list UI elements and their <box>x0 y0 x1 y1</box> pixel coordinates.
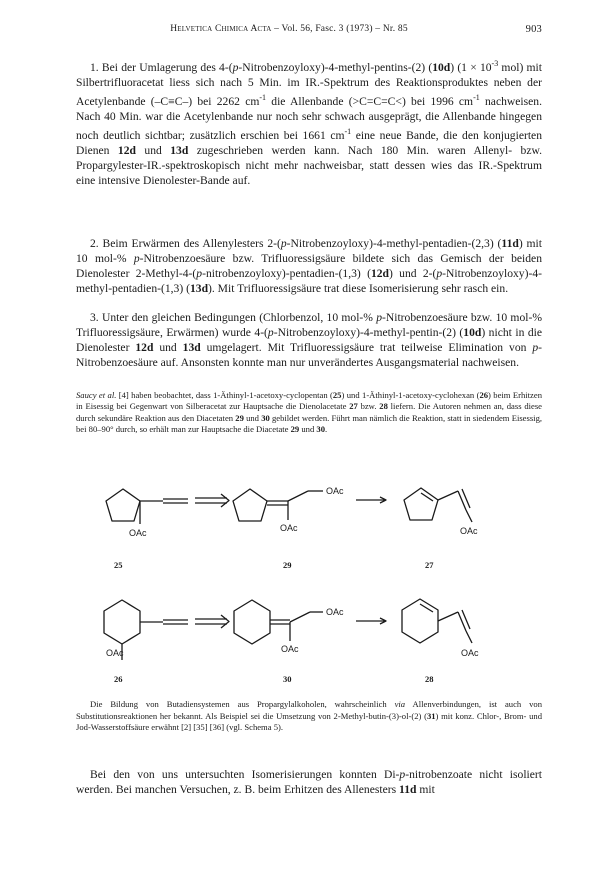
label-29: 29 <box>283 560 292 570</box>
oac-30b: OAc <box>281 644 299 654</box>
label-30: 30 <box>283 674 292 684</box>
compound-27 <box>404 488 472 522</box>
page-number: 903 <box>525 24 542 35</box>
paragraph-4: Bei den von uns untersuchten Isomerisierungen konnten Di-p-nitrobenzoate nicht isoliert werden. Bei manchen Versuchen, z. B. beim Erhitzen des Allenesters 11d mit <box>76 768 542 796</box>
equilibrium-arrow-2 <box>195 615 229 628</box>
compound-29 <box>233 489 323 521</box>
oac-27: OAc <box>460 526 478 536</box>
label-25: 25 <box>114 560 123 570</box>
oac-29b: OAc <box>280 523 298 533</box>
label-28: 28 <box>425 674 434 684</box>
paragraph-3: 3. Unter den gleichen Bedingungen (Chlorbenzol, 10 mol-% p-Nitrobenzoesäure bzw. 10 mol-% Trifluoressigsäure, Erwärmen) wurde 4-(p-Nitrobenzoyloxy)-4-methyl-pentin-(2) (10d) nicht in die Dienolester 12d und 13d umgelagert. Mit Trifluoressigsäure trat teilweise Elimination von p-Nitrobenzoesäure auf. Ansonsten konnte man nur unverändertes Ausgangsmaterial nachweisen. <box>76 311 543 369</box>
oac-30a: OAc <box>326 607 344 617</box>
label-27: 27 <box>425 560 434 570</box>
oac-26: OAc <box>106 648 124 658</box>
equilibrium-arrow-1 <box>195 494 229 507</box>
note-butadiene: Die Bildung von Butadiensystemen aus Propargylalkoholen, wahrscheinlich via Allenverbindungen, ist auch von Substitutionsreaktionen her bekannt. Als Beispiel sei die Umsetzung von 2-Methyl-butin-(3)-ol-(2) (31) mit konz. Chlor-, Brom- und Jod-Wasserstoffsäure erwähnt [2] [35] [36] (vgl. Schema 5). <box>76 699 542 733</box>
reaction-arrow-2 <box>356 618 386 624</box>
note-saucy: Saucy et al. [4] haben beobachtet, dass 1-Äthinyl-1-acetoxy-cyclopentan (25) und 1-Äthinyl-1-acetoxy-cyclohexan (26) beim Erhitzen in Eisessig bei Gegenwart von Silberacetat zur Hauptsache die Dienolacetate 27 bzw. 28 liefern. Die Autoren nehmen an, dass diese durch sekundäre Reaktion aus den Diacetaten 29 und 30 gebildet werden. Führt man nämlich die Reaktion, statt in siedendem Eisessig, bei 80–90° durch, so erhält man zur Hauptsache die Diacetate 29 und 30. <box>76 390 543 435</box>
compound-28 <box>402 599 472 643</box>
paragraph-1: 1. Bei der Umlagerung des 4-(p-Nitrobenzoyloxy)-4-methyl-pentins-(2) (10d) ($1 \times 10^{-3}$ mol) mit Silbertrifluoracetat liess sich nach 5 Min. im IR.-Spektrum des Reaktionsproduktes neben der Acetylenbande (–C≡C–) bei 2262 $cm^{-1}$ die Allenbande (>C=C=C<) bei 1996 $cm^{-1}$ nachweisen. Nach 40 Min. war die Acetylenbande nur noch sehr schwach ausgeprägt, die Allenbande hingegen noch deutlich sichtbar; zusätzlich erschien bei 1661 $cm^{-1}$ eine neue Bande, die den konjugierten Dienen 12d und 13d zugeschrieben werden kann. Nach 180 Min. waren Allenyl- bzw. Propargylester-IR.-spektroskopisch nicht mehr nachweisbar, statt dessen wies das IR.-Spektrum eine intensive Dienolester-Bande auf. <box>76 59 542 187</box>
oac-25: OAc <box>129 528 147 538</box>
oac-29a: OAc <box>326 486 344 496</box>
compound-30 <box>234 600 323 644</box>
header-journal-info: Helvetica Chimica Acta – Vol. 56, Fasc. 3 (1973) – Nr. 85 <box>170 24 408 34</box>
compound-25 <box>106 489 188 524</box>
reaction-arrow-1 <box>356 497 386 503</box>
label-26: 26 <box>114 674 123 684</box>
oac-28: OAc <box>461 648 479 658</box>
paragraph-2: 2. Beim Erwärmen des Allenylesters 2-(p-Nitrobenzoyloxy)-4-methyl-pentadien-(2,3) (11d) mit 10 mol-% p-Nitrobenzoesäure bzw. Trifluoressigsäure bildete sich das Gemisch der beiden Dienolester 2-Methyl-4-(p-nitrobenzoyloxy)-pentadien-(1,3) (12d) und 2-(p-Nitrobenzoyloxy)-4-methyl-pentadien-(1,3) (13d). Mit Trifluoressigsäure trat diese Isomerisierung sehr rasch ein. <box>76 237 542 295</box>
